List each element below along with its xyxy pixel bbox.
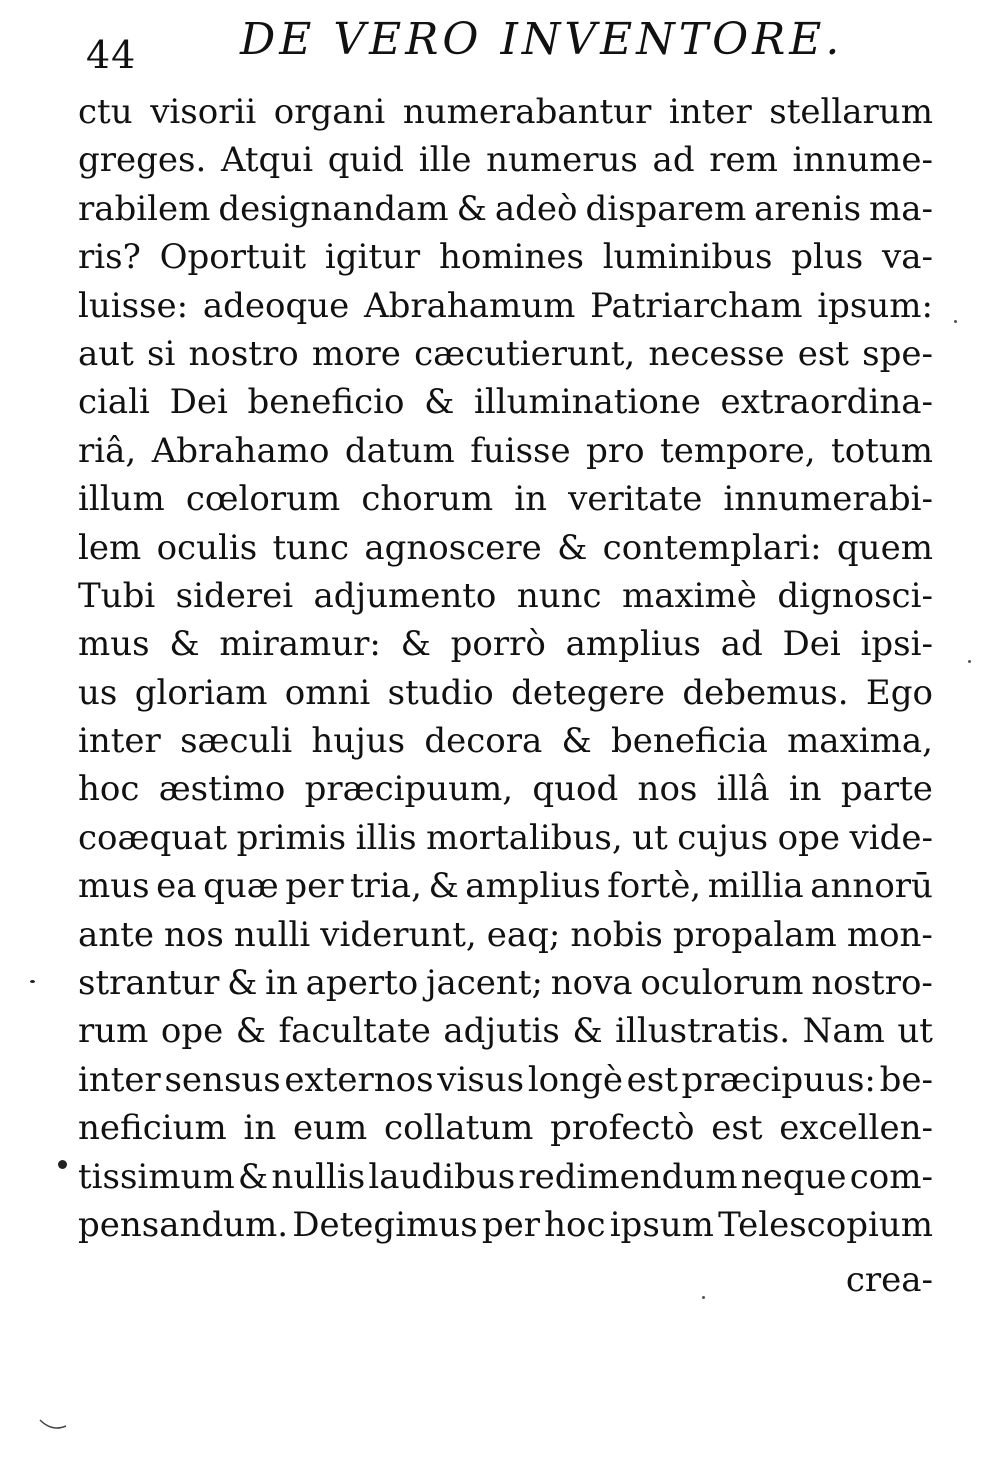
word: beneficia [611,721,768,762]
text-line [78,1153,933,1201]
text-line [78,185,933,233]
word: illâ [716,769,770,810]
word: contemplari: [602,527,822,568]
word: est [626,1059,678,1100]
word: luisse: [78,285,189,326]
word: primis [236,817,347,858]
text-line [78,911,933,959]
word: neficium [78,1108,227,1149]
word: siderei [175,575,294,616]
word: ille [418,140,472,181]
word: excellen- [779,1108,933,1149]
text-line [78,1056,933,1104]
word: longè [527,1059,623,1100]
word: veritate [568,479,703,520]
word: quæ [203,866,279,907]
running-head: DE VERO INVENTORE. [240,14,844,65]
word: datum [344,430,455,471]
margin-mark [58,1160,67,1169]
text-line [78,378,933,426]
word: beneficio [247,382,405,423]
word: adeoque [202,285,350,326]
text-line [78,572,933,620]
word: ad [720,624,763,665]
text-line [78,717,933,765]
word: oculorum [640,963,804,1004]
word: cæcutierunt, [414,333,636,374]
word: amplius [465,866,601,907]
word: numerabantur [402,92,652,132]
word: detegere [511,672,666,713]
word: mus [78,624,150,665]
text-line [78,959,933,1007]
word: collatum [384,1108,534,1149]
word: coæquat [78,817,228,858]
word: ipsum: [817,285,933,326]
word: & [169,624,200,665]
word: studio [387,672,494,713]
word: agnoscere [364,527,542,568]
word: parte [840,769,933,810]
word: inter [78,1059,161,1100]
word: quod [532,769,619,810]
word: Ego [865,672,933,713]
word: inter [78,721,161,762]
word: lem [78,527,142,568]
word: chorum [361,479,494,520]
catchword: crea- [845,1260,933,1300]
word: fuisse [470,430,571,471]
word: illuminatione [474,382,701,423]
word: per [481,1204,540,1245]
text-line [78,669,933,717]
word: ctu [78,92,133,132]
word: ipsi- [860,624,933,665]
word: & [400,624,431,665]
text-line [78,136,933,184]
word: ipsum [609,1204,714,1245]
word: nunc [516,575,602,616]
word: va- [882,237,933,278]
word: & [561,721,592,762]
word: visus [437,1059,525,1100]
word: si [147,333,176,374]
word: Oportuit [159,237,307,278]
text-line [78,282,933,330]
word: maxima, [787,721,933,762]
page-number: 44 [86,33,137,77]
word: hujus [311,721,406,762]
word: aperto [305,963,419,1004]
word: mus [78,866,150,907]
text-line [78,330,933,378]
corner-mark [38,1418,68,1432]
word: illustratis. [615,1011,791,1052]
word: miramur: [219,624,381,665]
word: innume- [792,140,933,181]
word: designandam [218,188,449,229]
word: jacent; [425,963,543,1004]
word: per [285,866,344,907]
word: rabilem [78,188,211,229]
word: præcipuus: [681,1059,876,1100]
word: propalam [672,914,837,955]
word: Telescopium [718,1204,933,1245]
word: disparem [585,188,747,229]
word: strantur [78,963,220,1004]
word: ris? [78,237,141,278]
word: Detegimus [292,1204,478,1245]
word: totum [831,430,933,471]
word: igitur [324,237,421,278]
word: nova [550,963,633,1004]
body-text [78,88,933,1249]
word: & [227,963,258,1004]
text-line [78,620,933,668]
word: cœlorum [185,479,341,520]
word: quid [327,140,405,181]
word: hoc [544,1204,606,1245]
word: Atqui [220,140,314,181]
ink-speck [702,1296,705,1299]
word: plus [791,237,864,278]
word: ma- [868,188,933,229]
page-header [0,0,1000,80]
word: ope [777,817,840,858]
word: tria, [350,866,422,907]
word: mortalibus, [426,817,623,858]
word: nos [637,769,698,810]
text-line [78,1104,933,1152]
word: homines [438,237,584,278]
word: sæculi [180,721,293,762]
word: adeò [494,188,578,229]
word: spe- [862,333,933,374]
word: tempore, [660,430,816,471]
word: neque [740,1156,847,1197]
text-line [78,814,933,862]
word: Nam [802,1011,885,1052]
word: ad [652,140,695,181]
word: visorii [150,92,257,132]
word: ea [156,866,197,907]
word: mon- [846,914,933,955]
word: facultate [278,1011,431,1052]
word: ut [632,817,668,858]
word: fortè, [607,866,702,907]
word: est [797,333,849,374]
word: annorū [810,866,933,907]
word: nostro [188,333,299,374]
word: præcipuum, [304,769,514,810]
word: viderunt, [320,914,477,955]
word: greges. [78,140,207,181]
word: necesse [648,333,785,374]
text-line [78,88,933,136]
word: redimendum [518,1156,738,1197]
word: pro [586,430,645,471]
word: in [243,1108,277,1149]
word: nos [163,914,224,955]
word: & [456,188,487,229]
word: pensandum. [78,1204,289,1245]
word: numerus [486,140,638,181]
word: ut [897,1011,933,1052]
word: & [572,1011,603,1052]
text-line [78,233,933,281]
word: decora [424,721,543,762]
word: inter [668,92,752,132]
word: innumerabi- [723,479,933,520]
word: debemus. [682,672,849,713]
word: & [428,866,459,907]
word: in [265,963,298,1004]
word: Abrahamum [364,285,576,326]
word: be- [879,1059,933,1100]
word: ante [78,914,154,955]
word: illis [355,817,417,858]
word: externos [284,1059,434,1100]
word: maximè [621,575,757,616]
word: extraordina- [720,382,933,423]
catchword-row [78,1256,933,1304]
word: quem [836,527,933,568]
word: hoc [78,769,140,810]
word: eaq; [486,914,561,955]
word: & [237,1156,269,1197]
word: sensus [164,1059,281,1100]
word: nobis [570,914,663,955]
word: com- [849,1156,933,1197]
word: stellarum [769,92,933,132]
word: luminibus [602,237,773,278]
word: illum [78,479,165,520]
word: millia [707,866,804,907]
text-line [78,427,933,475]
word: est [711,1108,763,1149]
word: tunc [272,527,350,568]
word: profectò [550,1108,695,1149]
text-line [78,524,933,572]
word: dignosci- [777,575,933,616]
text-line [78,862,933,910]
word: Abrahamo [151,430,330,471]
word: eum [293,1108,368,1149]
word: vide- [849,817,933,858]
word: & [557,527,588,568]
margin-mark [30,980,35,983]
ink-speck [968,660,971,663]
ink-speck [954,320,957,323]
word: nostro- [811,963,933,1004]
word: adjumento [313,575,497,616]
word: rem [709,140,778,181]
word: Dei [782,624,841,665]
word: amplius [565,624,701,665]
text-line [78,1201,933,1249]
word: adjutis [443,1011,560,1052]
word: gloriam [134,672,268,713]
word: ciali [78,382,150,423]
word: rum [78,1011,149,1052]
text-line [78,1007,933,1055]
word: in [514,479,548,520]
word: & [424,382,455,423]
word: aut [78,333,134,374]
text-line [78,765,933,813]
word: Dei [169,382,228,423]
word: ope [160,1011,224,1052]
word: nulli [233,914,311,955]
word: oculis [156,527,258,568]
word: omni [284,672,371,713]
word: & [235,1011,267,1052]
word: in [788,769,822,810]
word: more [311,333,401,374]
word: porrò [450,624,546,665]
word: Tubi [78,575,156,616]
word: organi [273,92,386,132]
word: us [78,672,118,713]
word: arenis [754,188,862,229]
word: Patriarcham [590,285,803,326]
word: tissimum [78,1156,235,1197]
word: æstimo [158,769,286,810]
word: nullis [271,1156,366,1197]
word: cujus [677,817,769,858]
text-line [78,475,933,523]
word: laudibus [368,1156,516,1197]
word: riâ, [78,430,137,471]
